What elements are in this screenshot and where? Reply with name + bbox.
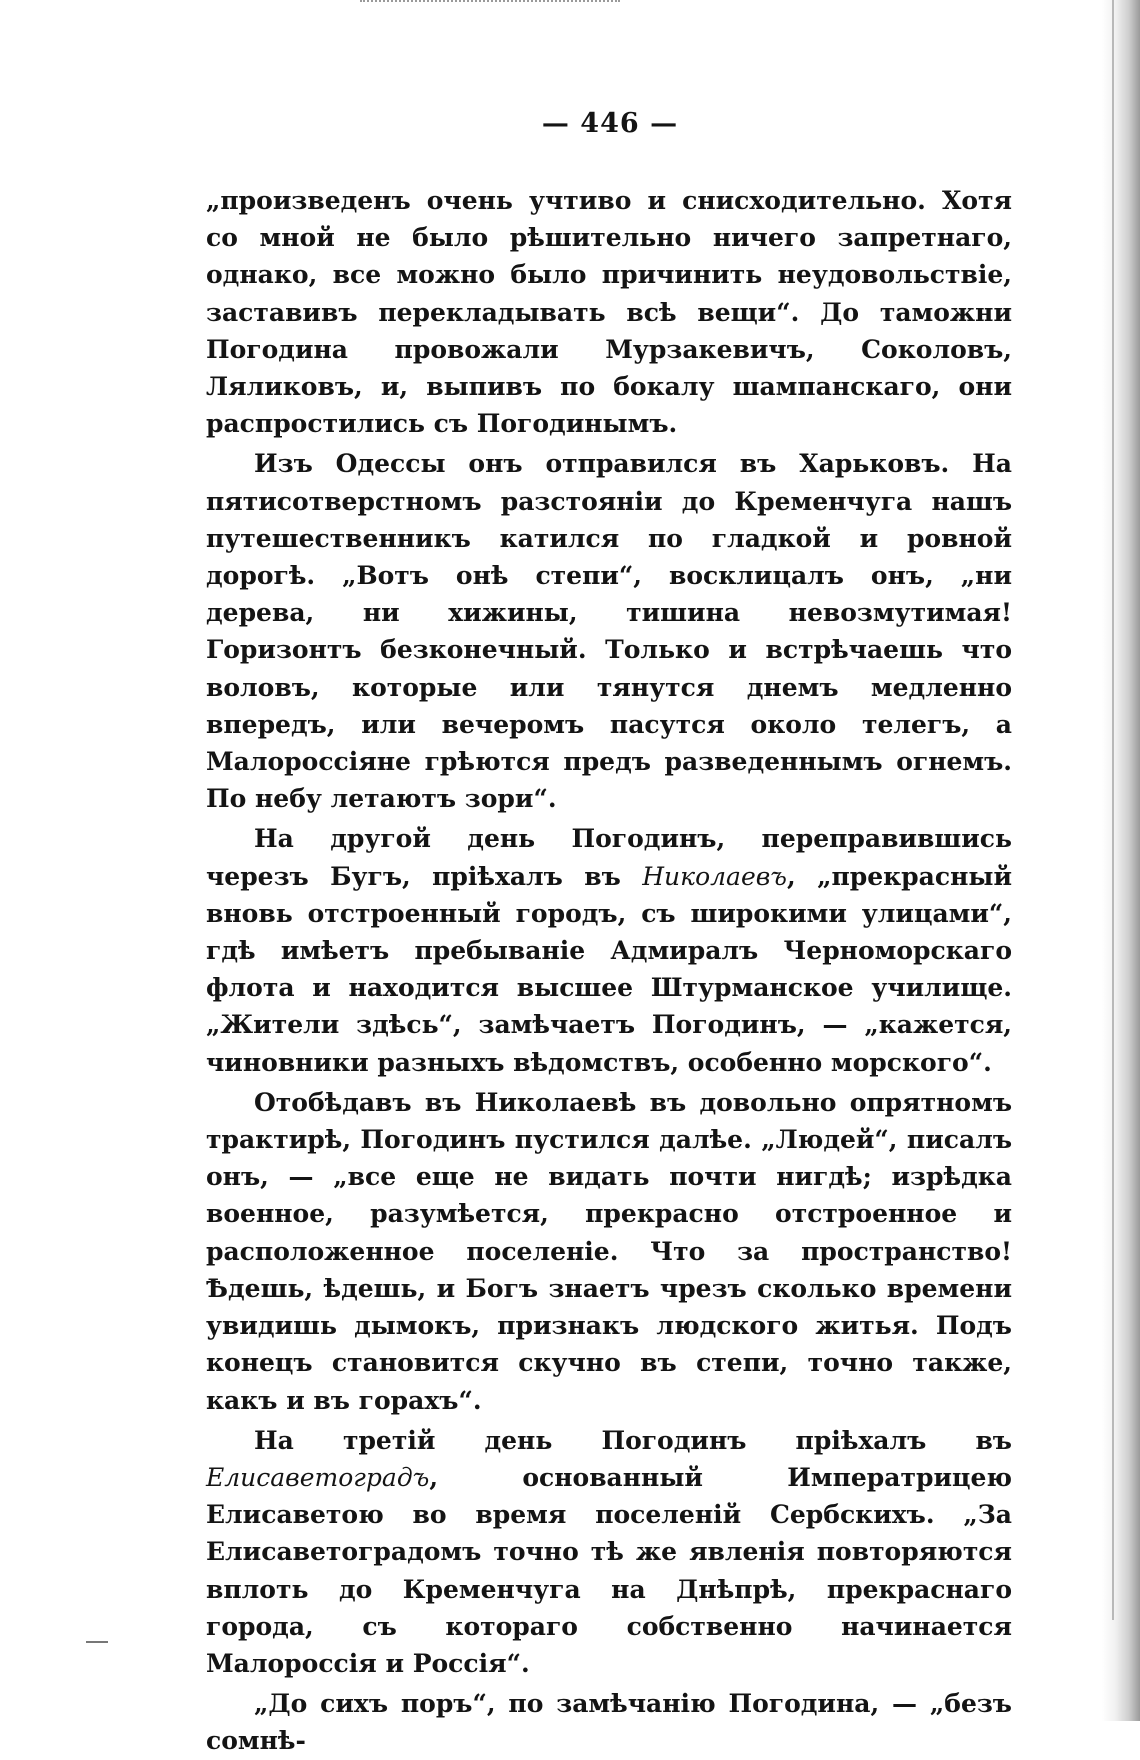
paragraph-3-text-b: , „прекрасный вновь отстроенный городъ, съ широкими улицами“, гдѣ имѣетъ пребываніе Адмиралъ Черноморскаго флота и находится высшее Штурманское училище. „Жители здѣсь“, замѣчаетъ Погодинъ, — „кажется, чиновники разныхъ вѣдомствъ, особенно морского“. [206,861,1012,1077]
paragraph-4 [206,1084,1012,1419]
body-text [206,182,1012,1760]
place-name-elisavetgrad: Елисаветоградъ [206,1462,430,1492]
paragraph-3 [206,820,1012,1080]
paragraph-5-text-b: , основанный Императрицею Елисаветою во время поселеній Сербскихъ. „За Елисаветоградомъ точно тѣ же явленія повторяются вплоть до Кременчуга на Днѣпрѣ, прекраснаго города, съ котораго собственно начинается Малороссія и Россія“. [206,1462,1012,1678]
place-name-nikolaev: Николаевъ [642,861,787,891]
paragraph-2 [206,445,1012,817]
page-number: — 446 — [541,108,679,139]
top-scan-mark [360,0,620,6]
paragraph-5-text-a: На третій день Погодинъ пріѣхалъ въ [254,1425,1012,1455]
paragraph-5 [206,1422,1012,1682]
page-edge-line [1112,0,1114,1620]
page-edge-shadow [1102,0,1140,1721]
paragraph-6 [206,1685,1012,1759]
paragraph-2-text: Изъ Одессы онъ отправился въ Харьковъ. На пятисотверстномъ разстояніи до Кременчуга нашъ путешественникъ катился по гладкой и ровной дорогѣ. „Вотъ онѣ степи“, восклицалъ онъ, „ни дерева, ни хижины, тишина невозмутимая! Горизонтъ безконечный. Только и встрѣчаешь что воловъ, которые или тянутся днемъ медленно впередъ, или вечеромъ пасутся около телегъ, а Малороссіяне грѣются предъ разведеннымъ огнемъ. По небу летаютъ зори“. [206,449,1012,814]
bottom-scan-mark [86,1641,108,1643]
paragraph-6-text: „До сихъ поръ“, по замѣчанію Погодина, — „безъ сомнѣ- [206,1689,1012,1756]
paragraph-3-text-a: На другой день Погодинъ, переправившись черезъ Бугъ, пріѣхалъ въ [206,824,1012,891]
paragraph-1-text: „произведенъ очень учтиво и снисходительно. Хотя со мной не было рѣшительно ничего запретнаго, однако, все можно было причинить неудовольствіе, заставивъ перекладывать всѣ вещи“. До таможни Погодина провожали Мурзакевичъ, Соколовъ, Ляликовъ, и, выпивъ по бокалу шампанскаго, они распростились съ Погодинымъ. [206,186,1012,439]
paragraph-1 [206,182,1012,442]
paragraph-4-text: Отобѣдавъ въ Николаевѣ въ довольно опрятномъ трактирѣ, Погодинъ пустился далѣе. „Людей“, писалъ онъ, — „все еще не видать почти нигдѣ; изрѣдка военное, разумѣется, прекрасно отстроенное и расположенное поселеніе. Что за пространство! Ѣдешь, ѣдешь, и Богъ знаетъ чрезъ сколько времени увидишь дымокъ, признакъ людского житья. Подъ конецъ становится скучно въ степи, точно также, какъ и въ горахъ“. [206,1087,1012,1415]
